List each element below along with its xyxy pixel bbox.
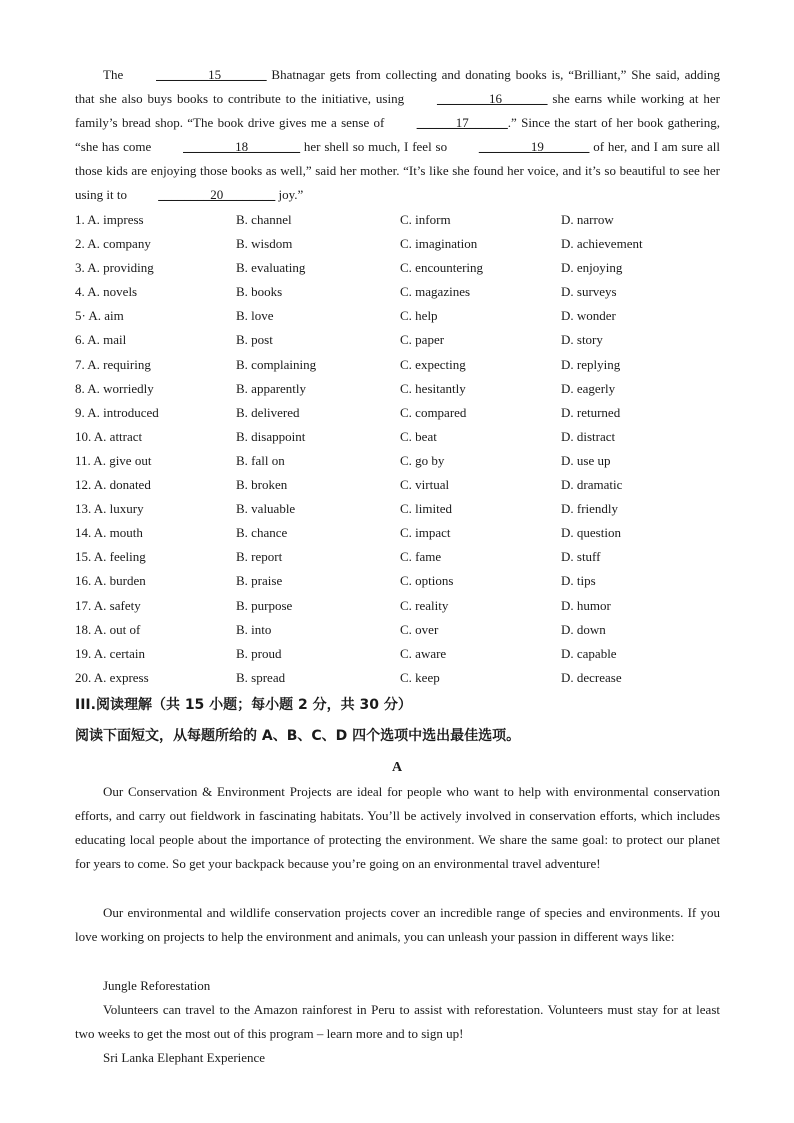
option-c: C. compared [400,404,467,420]
option-b: B. purpose [236,597,293,613]
passage-paragraph: Our Conservation & Environment Projects are ideal for people who want to help with environmental conservation efforts, and carry out fieldwork in fascinating habitats. You’ll be actively involved in conservation efforts, which includes educating local people about the importance of protecting the environment. We share the same goal: to protect our planet for years to come. So get your backpack because you’re going on an environmental travel adventure! [75,784,720,871]
blank-20: ________20________ [158,187,276,202]
passage-paragraph: Volunteers can travel to the Amazon rainforest in Peru to assist with reforestation. Volunteers must stay for at least two weeks to get the most out of this program – learn more and to sign up! [75,1002,720,1041]
option-b: B. apparently [236,380,307,396]
option-d: D. replying [561,356,621,372]
option-d: D. achievement [561,236,643,252]
option-d: D. wonder [561,308,616,324]
option-d: D. capable [561,645,617,661]
option-c: C. aware [400,645,447,661]
option-c: C. encountering [400,260,484,276]
option-c: C. help [400,308,438,324]
cloze-text: Bhatnagar gets from collecting and donating books is, “Brilliant,” She said, adding that she also buys books to contribute to the initiative, using [75,67,720,106]
option-b: B. fall on [236,452,285,468]
option-b: B. praise [236,573,283,589]
option-a: 6. A. mail [75,332,127,348]
cloze-passage-end [75,63,720,207]
option-d: D. down [561,621,606,637]
option-row [75,618,735,642]
option-b: B. chance [236,525,288,541]
cloze-text: .” Since the start of her book gathering, “she has come [75,115,721,154]
option-c: C. inform [400,212,451,227]
option-row [75,328,735,352]
option-a: 16. A. burden [75,573,146,589]
option-b: B. love [236,308,274,324]
blank-19: ________19_______ [478,139,590,154]
option-a: 13. A. luxury [75,501,144,517]
option-b: B. disappoint [236,428,306,444]
option-a: 4. A. novels [75,284,138,300]
option-row [75,208,735,232]
option-d: D. tips [561,573,596,589]
option-row [75,256,735,280]
option-a: 8. A. worriedly [75,380,154,396]
option-c: C. paper [400,332,445,348]
option-c: C. hesitantly [400,380,466,396]
cloze-text: her shell so much, I feel so [300,139,451,154]
cloze-text: The [103,67,129,82]
option-a: 10. A. attract [75,428,143,444]
option-b: B. report [236,549,283,565]
section-instruction: 阅读下面短文，从每题所给的 A、B、C、D 四个选项中选出最佳选项。 [75,728,521,744]
option-a: 9. A. introduced [75,404,159,420]
option-row [75,521,735,545]
option-c: C. over [400,621,439,637]
option-row [75,473,735,497]
option-c: C. limited [400,501,452,517]
option-b: B. wisdom [236,236,293,252]
option-a: 11. A. give out [75,452,152,468]
option-c: C. expecting [400,356,466,372]
option-row [75,569,735,593]
option-row [75,401,735,425]
option-row [75,642,735,666]
option-row [75,449,735,473]
option-a: 15. A. feeling [75,549,146,565]
option-a: 1. A. impress [75,212,144,227]
option-c: C. impact [400,525,451,541]
options-list [75,208,735,690]
option-c: C. reality [400,597,449,613]
option-d: D. friendly [561,501,619,517]
passage-subheading: Jungle Reforestation [103,978,211,993]
option-a: 19. A. certain [75,645,146,661]
option-b: B. delivered [236,404,300,420]
option-a: 7. A. requiring [75,356,151,372]
option-d: D. story [561,332,603,348]
option-row [75,280,735,304]
blank-16: ________16_______ [437,91,548,106]
option-a: 14. A. mouth [75,525,143,541]
blank-18: ________18________ [183,139,301,154]
option-c: C. keep [400,669,440,685]
option-c: C. go by [400,452,445,468]
option-c: C. fame [400,549,442,565]
cloze-text: of her, and I am sure all those kids are enjoying those books as well,” said her mother. “It’s like she found her voice, and it’s so beautiful to see her using it to [75,139,720,202]
blank-15: ________15_______ [156,67,267,82]
option-b: B. broken [236,477,288,493]
option-row [75,594,735,618]
option-d: D. distract [561,428,616,444]
option-d: D. use up [561,452,611,468]
option-d: D. humor [561,597,611,613]
section-title: III.阅读理解（共 15 小题；每小题 2 分，共 30 分） [75,697,412,713]
option-c: C. options [400,573,454,589]
option-d: D. eagerly [561,380,616,396]
option-row [75,425,735,449]
option-row [75,232,735,256]
option-d: D. question [561,525,621,541]
option-a: 3. A. providing [75,260,154,276]
option-b: B. books [236,284,283,300]
option-b: B. complaining [236,356,317,372]
passage-letter: A [391,760,403,775]
option-d: D. enjoying [561,260,623,276]
option-c: C. magazines [400,284,471,300]
option-a: 17. A. safety [75,597,141,613]
option-row [75,353,735,377]
option-a: 5· A. aim [75,308,124,324]
option-row [75,497,735,521]
option-d: D. surveys [561,284,617,300]
option-row [75,377,735,401]
option-row [75,304,735,328]
option-d: D. returned [561,404,621,420]
option-row [75,545,735,569]
option-a: 20. A. express [75,669,149,685]
passage-subheading: Sri Lanka Elephant Experience [103,1050,266,1065]
option-b: B. spread [236,669,286,685]
option-c: C. beat [400,428,437,444]
option-d: D. dramatic [561,477,623,493]
option-a: 2. A. company [75,236,151,252]
option-b: B. channel [236,212,292,227]
blank-17: ______17______ [416,115,508,130]
option-b: B. post [236,332,273,348]
option-b: B. evaluating [236,260,306,276]
option-b: B. into [236,621,272,637]
option-d: D. decrease [561,669,622,685]
option-row [75,666,735,690]
option-b: B. proud [236,645,282,661]
option-a: 18. A. out of [75,621,141,637]
option-c: C. imagination [400,236,478,252]
option-b: B. valuable [236,501,296,517]
option-d: D. narrow [561,212,614,227]
passage-paragraph: Our environmental and wildlife conservation projects cover an incredible range of species and environments. If you love working on projects to help the environment and animals, you can unleash your passion in different ways like: [75,905,720,944]
option-d: D. stuff [561,549,601,565]
cloze-text: she earns while working at her family’s bread shop. “The book drive gives me a sense of [75,91,720,130]
option-c: C. virtual [400,477,450,493]
option-a: 12. A. donated [75,477,151,493]
cloze-text: joy.” [275,187,304,202]
